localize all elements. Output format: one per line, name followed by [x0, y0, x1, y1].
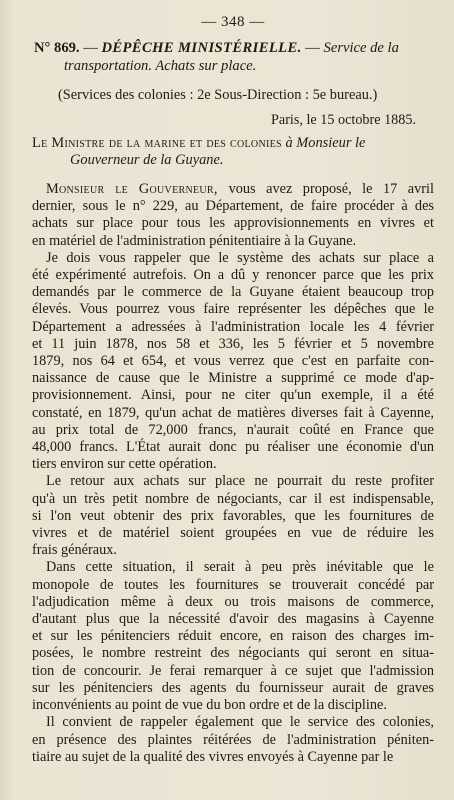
- text-line: [32, 456, 434, 473]
- line-text: tion de concourir. Je ferai remarquer à ce sujet que l'admission: [32, 662, 434, 679]
- line-text: 1879, nos 64 et 654, et vous verrez que c'est en parfaite con-: [32, 353, 434, 370]
- line-text: demandés par le commerce de la Guyane étaient beaucoup trop: [32, 284, 434, 301]
- line-text: monopole de toutes les fournitures se trouverait concédé par: [32, 576, 434, 593]
- line-text: en matériel de l'administration pénitentiaire à la Guyane.: [32, 232, 357, 249]
- text-line: [32, 405, 434, 422]
- text-line: [32, 353, 434, 370]
- text-line: [32, 301, 434, 318]
- line-text: frais généraux.: [32, 542, 117, 559]
- text-line: [32, 680, 434, 697]
- document-heading: [32, 39, 434, 75]
- line-text: Il convient de rappeler également que le service des colonies,: [46, 714, 434, 731]
- text-line: [32, 611, 434, 628]
- line-text: si l'on veut obtenir des prix favorables, que les fournitures de: [32, 507, 434, 524]
- line-text: inconvénients au point de vue du bon ordre et de la discipline.: [32, 697, 387, 714]
- text-line: [32, 542, 434, 559]
- heading-dash: —: [79, 40, 102, 56]
- letter-body: [32, 181, 434, 766]
- text-line: [32, 439, 434, 456]
- line-text: posées, le nombre restreint des négociants qui seront en situa-: [32, 645, 434, 662]
- text-line: [32, 577, 434, 594]
- line-text: au prix total de 72,000 francs, n'aurait coûté en France que: [32, 421, 434, 438]
- text-line: [32, 370, 434, 387]
- text-line: [32, 284, 434, 301]
- recipient: à Monsieur le: [285, 135, 366, 151]
- sender: Le Ministre de la marine et des colonies: [32, 135, 282, 151]
- line-text: provisionnement. Ainsi, pour ne citer qu'un exemple, il a été: [32, 387, 434, 404]
- text-line: [32, 473, 434, 490]
- text-line: [32, 233, 434, 250]
- paragraph: [32, 250, 434, 474]
- line-text: élevés. Vous pourrez vous faire représenter les dépêches que le: [32, 301, 434, 318]
- heading-dash: —: [301, 40, 324, 56]
- page-number: — 348 —: [201, 14, 265, 30]
- services-line: (Services des colonies : 2e Sous-Direction : 5e bureau.): [58, 87, 378, 103]
- text-line: [32, 525, 434, 542]
- line-text: et sur les pénitenciers réduit encore, en raison des charges im-: [32, 628, 434, 645]
- line-text: achats sur place pour tous les approvisionnements en vivres et: [32, 215, 434, 232]
- salutation: Monsieur le Gouverneur,: [46, 181, 229, 197]
- text-line: [32, 336, 434, 353]
- line-text: en présence des plaintes réitérées de l'administration péniten-: [32, 731, 434, 748]
- recipient-title: Gouverneur de la Guyane.: [70, 152, 224, 168]
- text-line: [32, 198, 434, 215]
- text-line: [32, 508, 434, 525]
- text-line: [32, 594, 434, 611]
- line-text: Département a adressées à l'administration locale les 4 février: [32, 318, 434, 335]
- line-text: naissance de cause que le Ministre a supprimé ce mode d'ap-: [32, 370, 434, 387]
- line-text: été expérimenté autrefois. On a dû y renoncer parce que les prix: [32, 267, 434, 284]
- line-text: Je dois vous rappeler que le système des achats sur place a: [46, 249, 434, 266]
- text-line: [32, 749, 434, 766]
- text-line: [32, 732, 434, 749]
- text-line: [32, 267, 434, 284]
- dispatch-subject-continued: transportation. Achats sur place.: [64, 58, 257, 74]
- addressee: [32, 135, 434, 169]
- dispatch-subject: Service de la: [323, 40, 399, 56]
- text-line: [32, 215, 434, 232]
- dispatch-type: DÉPÊCHE MINISTÉRIELLE.: [101, 40, 302, 56]
- line-text: qu'à un très petit nombre de négociants, car il est indispensable,: [32, 490, 434, 507]
- line-text: sur les pénitenciers des agents du fournisseur aurait de graves: [32, 679, 434, 696]
- text-line: [32, 714, 434, 731]
- text-line: [32, 697, 434, 714]
- line-text: d'autant plus que la nécessité d'avoir des magasins à Cayenne: [32, 611, 434, 628]
- paragraph: [32, 473, 434, 559]
- line-text: tiers environ sur cette opération.: [32, 456, 217, 473]
- line-text: Le retour aux achats sur place ne pourrait du reste profiter: [46, 473, 434, 490]
- text-line: [32, 663, 434, 680]
- line-text: constaté, en 1879, qu'un achat de matières diverses fait à Cayenne,: [32, 404, 434, 421]
- text-line: [32, 645, 434, 662]
- text-line: [32, 422, 434, 439]
- line-text: et 11 juin 1878, nos 58 et 336, les 5 février et 5 novembre: [32, 335, 434, 352]
- text-line: [32, 319, 434, 336]
- line-text: Dans cette situation, il serait à peu près inévitable que le: [46, 559, 434, 576]
- line-text: vous avez proposé, le 17 avril: [228, 181, 434, 197]
- text-line: [32, 628, 434, 645]
- line-text: tiaire au sujet de la qualité des vivres envoyés à Cayenne par le: [32, 748, 394, 765]
- text-line: [32, 250, 434, 267]
- text-line: [32, 491, 434, 508]
- text-line: [32, 181, 434, 198]
- dateline: Paris, le 15 octobre 1885.: [271, 112, 416, 128]
- text-line: [32, 559, 434, 576]
- text-line: [32, 387, 434, 404]
- line-text: dernier, sous le n° 229, au Département, de faire procéder à des: [32, 198, 434, 215]
- line-text: 48,000 francs. L'État aurait donc pu réaliser une économie d'un: [32, 439, 434, 456]
- paragraph: [32, 559, 434, 714]
- line-text: l'adjudication même à deux ou trois maisons de commerce,: [32, 593, 434, 610]
- paragraph: [32, 181, 434, 250]
- dispatch-number: N° 869.: [34, 40, 80, 56]
- paragraph: [32, 714, 434, 766]
- line-text: vivres et de matériel soient groupées en vue de réduire les: [32, 525, 434, 542]
